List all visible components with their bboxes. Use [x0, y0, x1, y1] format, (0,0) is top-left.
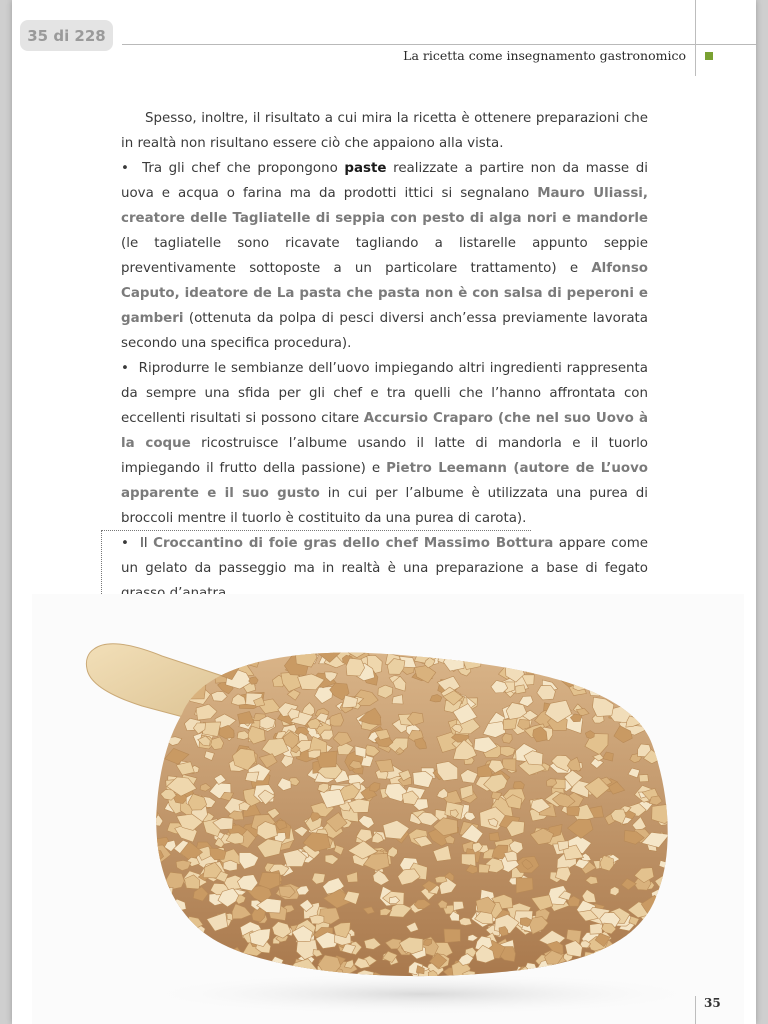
nut-piece — [643, 916, 656, 928]
nut-piece — [609, 949, 625, 963]
nut-piece — [463, 648, 483, 669]
nut-piece — [644, 684, 659, 698]
nut-piece — [174, 928, 184, 936]
nut-piece — [593, 697, 614, 716]
nut-piece — [478, 650, 489, 657]
nut-piece — [662, 749, 681, 762]
nut-piece — [601, 646, 616, 660]
nut-piece — [649, 911, 667, 923]
nut-piece — [641, 919, 659, 933]
nut-piece — [156, 908, 178, 923]
nut-piece — [652, 804, 674, 823]
nut-piece — [657, 888, 672, 900]
nut-piece — [598, 955, 609, 965]
nut-piece — [488, 644, 505, 658]
nut-piece — [462, 854, 476, 867]
keyword-paste: paste — [344, 161, 387, 176]
highlight-craparo: Accursio Craparo (che nel suo Uovo à la coque — [121, 411, 648, 451]
nut-piece — [180, 931, 201, 947]
nut-piece — [663, 750, 682, 764]
photo-croccantino — [32, 594, 744, 1024]
nut-piece — [503, 718, 517, 730]
margin-rule-top — [695, 0, 696, 76]
text-run: (le tagliatelle sono ricavate tagliando a listarelle appunto seppie preventivamente sottoposte a un particolare trattamento) e — [121, 236, 648, 276]
nut-piece — [589, 685, 603, 696]
nut-piece — [547, 662, 566, 676]
nut-piece — [611, 688, 624, 700]
nut-piece — [649, 726, 669, 742]
nut-piece — [645, 917, 660, 931]
bullet-icon: • — [121, 536, 129, 551]
nut-piece — [171, 940, 182, 949]
page-counter-badge: 35 di 228 — [20, 20, 113, 51]
nut-piece — [561, 962, 573, 972]
nut-piece — [630, 688, 652, 704]
bullet-uovo — [121, 356, 648, 531]
page-number: 35 — [704, 996, 721, 1010]
nut-piece — [579, 962, 593, 971]
nut-piece — [615, 666, 643, 686]
text-run: Tra gli chef che propongono — [142, 161, 345, 176]
nut-piece — [590, 666, 615, 684]
nut-piece — [659, 681, 678, 695]
dotted-callout-line — [101, 530, 531, 531]
nut-piece — [474, 651, 484, 661]
nut-piece — [591, 679, 601, 689]
nut-piece — [146, 879, 165, 895]
text-run: in cui per l’albume è utilizzata una purea di broccoli mentre il tuorlo è costituito da una purea di carota). — [121, 486, 649, 526]
nut-piece — [633, 649, 647, 658]
nut-piece — [511, 649, 522, 659]
nut-piece — [584, 952, 599, 964]
nut-piece — [591, 649, 605, 660]
nut-piece — [174, 943, 186, 952]
nut-piece — [652, 649, 663, 660]
accent-square-icon — [705, 52, 713, 60]
nut-piece — [665, 711, 677, 722]
nut-piece — [489, 832, 500, 840]
nut-piece — [310, 915, 324, 924]
bullet-icon: • — [121, 161, 129, 176]
nut-piece — [223, 952, 239, 969]
nut-piece — [609, 672, 631, 690]
nut-piece — [635, 703, 654, 721]
nut-piece — [185, 934, 197, 946]
nut-piece — [238, 650, 255, 666]
nut-piece — [654, 946, 666, 956]
nut-piece — [657, 946, 676, 963]
text-run: ricostruisce l’albume usando il latte di mandorla e il tuorlo impiegando il frutto della passione) e — [121, 436, 648, 476]
text-run: appare come un gelato da passeggio ma in realtà è una preparazione a base di fegato — [121, 536, 648, 576]
nut-piece — [525, 664, 536, 674]
nut-piece — [639, 775, 649, 782]
nut-piece — [208, 954, 223, 968]
nut-piece — [556, 662, 582, 679]
nut-piece — [644, 951, 667, 971]
nut-piece — [648, 957, 667, 974]
nut-piece — [594, 965, 611, 977]
nut-piece — [471, 648, 484, 657]
nut-piece — [231, 646, 247, 661]
nut-piece — [155, 953, 169, 961]
nut-piece — [556, 659, 568, 668]
nut-piece — [211, 654, 227, 666]
nut-piece — [627, 957, 639, 965]
nut-piece — [633, 953, 658, 972]
nut-piece — [636, 931, 650, 940]
text-run: Riprodurre le sembianze dell’uovo impiegando altri ingredienti rappresenta da sempre una sfida per gli chef e tra quelli che l’hanno affrontata con eccellenti risultati si possono citare — [121, 361, 648, 426]
nut-piece — [176, 644, 197, 659]
nut-piece — [152, 887, 173, 904]
nut-piece — [171, 906, 180, 913]
paragraph-intro: Spesso, inoltre, il risultato a cui mira la ricetta è ottenere preparazioni che in realtà non risultano essere ciò che appaiono alla vista. — [121, 111, 648, 151]
nut-piece — [185, 943, 207, 958]
nut-piece — [588, 962, 609, 975]
nut-piece — [189, 933, 208, 951]
nut-piece — [656, 737, 672, 753]
nut-piece — [479, 864, 490, 873]
nut-piece — [160, 954, 174, 967]
nut-piece — [650, 679, 677, 697]
bullet-icon: • — [121, 361, 129, 376]
nut-piece — [590, 923, 603, 934]
nut-piece — [633, 655, 643, 663]
nut-piece — [538, 658, 556, 669]
nut-piece — [158, 969, 171, 979]
nut-piece — [201, 645, 223, 660]
nut-piece — [654, 731, 672, 748]
nut-piece — [666, 668, 678, 676]
nut-piece — [573, 681, 585, 691]
highlight-bottura: Croccantino di foie gras dello chef Massimo Bottura — [153, 536, 554, 551]
nut-piece — [162, 953, 179, 970]
nut-piece — [569, 649, 590, 667]
highlight-leemann: Pietro Leemann (autore de L’uovo apparente e il suo gusto — [121, 461, 648, 501]
nut-piece — [486, 653, 502, 662]
nut-piece — [618, 663, 631, 674]
nut-piece — [245, 772, 259, 782]
nut-piece — [658, 668, 676, 683]
body-text — [121, 106, 648, 606]
highlight-caputo: Alfonso Caputo, ideatore de La pasta che pasta non è con salsa di peperoni e gamberi — [121, 261, 648, 326]
nut-piece — [651, 924, 660, 932]
nut-piece — [654, 949, 674, 963]
highlight-uliassi: Mauro Uliassi, creatore delle Tagliatelle di seppia con pesto di alga nori e mandorle — [121, 186, 648, 226]
nut-piece — [237, 731, 248, 740]
text-run: (ottenuta da polpa di pesci diversi anch’essa previamente lavorata secondo una specifica procedura). — [121, 311, 648, 351]
nut-piece — [150, 722, 170, 739]
nut-piece — [649, 672, 663, 681]
nut-piece — [147, 862, 157, 870]
nut-piece — [168, 928, 184, 940]
nut-piece — [640, 960, 654, 971]
nut-piece — [160, 950, 174, 961]
nut-piece — [617, 950, 633, 965]
nut-piece — [585, 659, 607, 676]
text-run: realizzate a partire non da masse di uova e acqua o farina ma da prodotti ittici si segnalano — [121, 161, 649, 201]
text-run: Il — [139, 536, 154, 551]
nut-piece — [532, 660, 548, 673]
nut-piece — [623, 679, 634, 690]
nut-piece — [147, 810, 158, 818]
nut-piece — [159, 930, 171, 941]
nut-piece — [162, 926, 179, 940]
nut-piece — [660, 675, 671, 683]
nut-piece — [633, 940, 652, 955]
nut-piece — [229, 646, 240, 656]
nut-piece — [648, 643, 661, 657]
header-rule — [122, 44, 756, 45]
ice-cream-bar-illustration — [32, 594, 744, 1024]
nut-piece — [221, 950, 232, 961]
nut-piece — [647, 956, 669, 971]
nut-piece — [604, 658, 616, 671]
running-head: La ricetta come insegnamento gastronomico — [403, 48, 686, 63]
nut-piece — [647, 692, 662, 703]
bullet-paste — [121, 156, 648, 356]
nut-piece — [656, 738, 669, 747]
nut-piece — [656, 647, 668, 655]
margin-rule-bottom — [695, 996, 696, 1024]
nut-piece — [433, 648, 447, 657]
nut-piece — [168, 951, 178, 961]
nut-piece — [599, 650, 616, 663]
nut-piece — [654, 721, 670, 732]
nut-piece — [177, 915, 186, 925]
nut-piece — [664, 952, 679, 965]
nut-piece — [444, 929, 460, 943]
nut-piece — [559, 672, 566, 677]
nut-piece — [607, 668, 617, 676]
nut-piece — [624, 660, 634, 667]
nut-piece — [435, 876, 447, 883]
